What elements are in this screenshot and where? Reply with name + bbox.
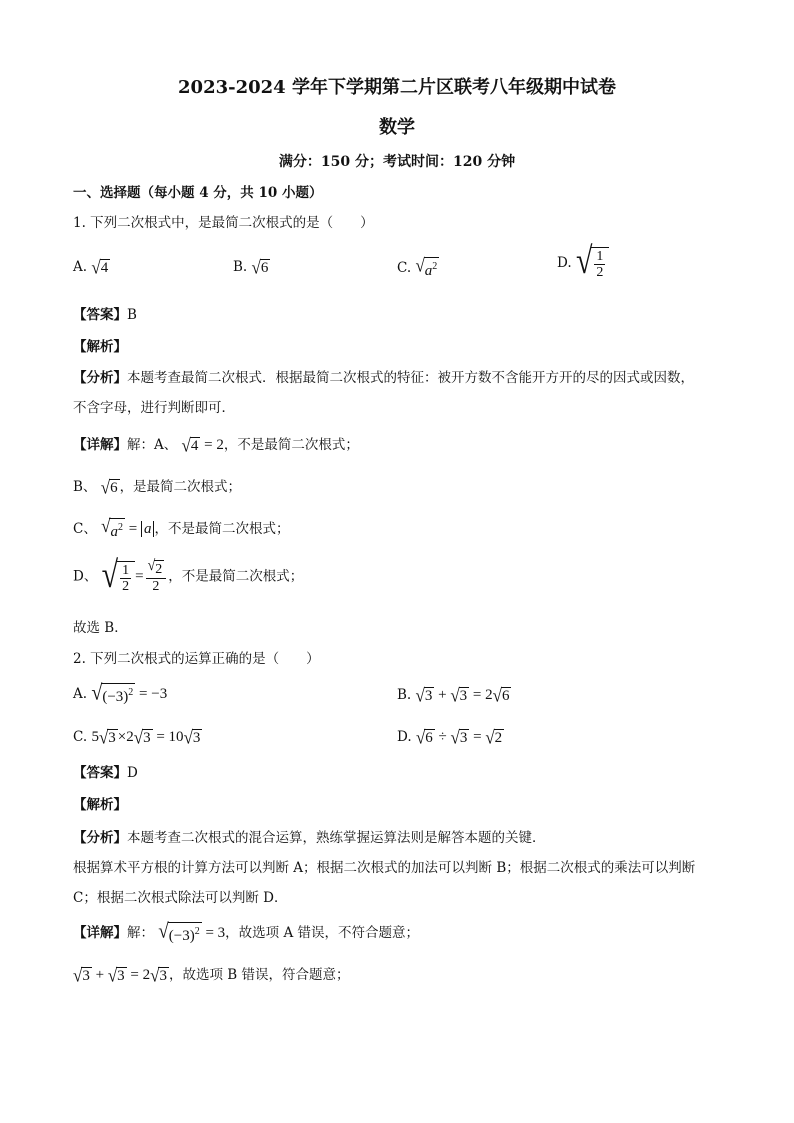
sqrt-expression: √ 4 <box>91 256 109 278</box>
q2-analysis-tag: 【解析】 <box>73 797 127 813</box>
sqrt-expression: √ $a^2$ <box>415 254 438 279</box>
q1-detail-b: B、 √ 6 ，是最简二次根式； <box>73 476 242 498</box>
q2-option-c: C. 5 √ 3 ×2 √ 3 = 10 √ 3 <box>73 726 201 748</box>
exam-title: 2023-2024 学年下学期第二片区联考八年级期中试卷 <box>178 77 616 98</box>
q2-detail-a: 【详解】解： √ $(-3)^2$ = 3，故选项 A 错误，不符合题意； <box>73 919 419 944</box>
q1-option-b <box>233 257 270 277</box>
q1-conclusion: 故选 B． <box>73 620 128 636</box>
q2-detail-b: √ 3 + √ 3 = 2 √ 3 ，故选项 B 错误，符合题意； <box>73 964 350 986</box>
q2-option-b: B. √ 3 + √ 3 = 2 √ 6 <box>397 684 510 706</box>
q1-stem: 1. 下列二次根式中，是最简二次根式的是（ ） <box>73 215 374 231</box>
q2-option-a: A. √ $(-3)^2$ = −3 <box>73 680 168 705</box>
q1-detail-c: C、 √ $a^2$ = a ，不是最简二次根式； <box>73 515 290 540</box>
q2-stem: 2. 下列二次根式的运算正确的是（ ） <box>73 651 320 667</box>
exam-info: 满分：150 分；考试时间：120 分钟 <box>278 154 516 170</box>
section-heading: 一、选择题（每小题 4 分，共 10 小题） <box>73 185 323 201</box>
subject-title: 数学 <box>379 117 415 138</box>
option-label: D. <box>557 255 572 271</box>
q2-fenxi-line3: C；根据二次根式除法可以判断 D． <box>73 890 288 906</box>
q1-option-c <box>397 254 439 280</box>
q2-fenxi-line2: 根据算术平方根的计算方法可以判断 A；根据二次根式的加法可以判断 B；根据二次根式的乘法可以判断 <box>73 860 696 876</box>
sqrt-fraction: √ $\frac{1}{2}$ <box>576 247 609 280</box>
option-label: A. <box>73 259 88 275</box>
q1-detail-a: 【详解】解：A、 √ 4 = 2，不是最简二次根式； <box>73 434 359 456</box>
q1-fenxi-line2: 不含字母，进行判断即可． <box>73 400 235 416</box>
q2-option-d: D. √ 6 ÷ √ 3 = √ 2 <box>397 726 503 748</box>
option-label: C. <box>397 260 412 276</box>
q1-answer: 【答案】B <box>73 307 137 323</box>
q1-analysis-tag: 【解析】 <box>73 339 127 355</box>
q1-option-d <box>557 240 609 282</box>
option-label: B. <box>233 259 248 275</box>
q1-option-a <box>73 257 110 277</box>
sqrt-expression: √ 6 <box>251 256 269 278</box>
q1-fenxi-line1: 【分析】本题考查最简二次根式．根据最简二次根式的特征：被开方数不含能开方开的尽的因式或因数， <box>73 370 694 386</box>
q1-detail-d: D、 √ $\frac{1}{2}$ = √ 2 2 ，不是最简二次根式； <box>73 553 304 596</box>
q2-answer: 【答案】D <box>73 765 138 781</box>
q2-fenxi-line1: 【分析】本题考查二次根式的混合运算，熟练掌握运算法则是解答本题的关键． <box>73 830 546 846</box>
